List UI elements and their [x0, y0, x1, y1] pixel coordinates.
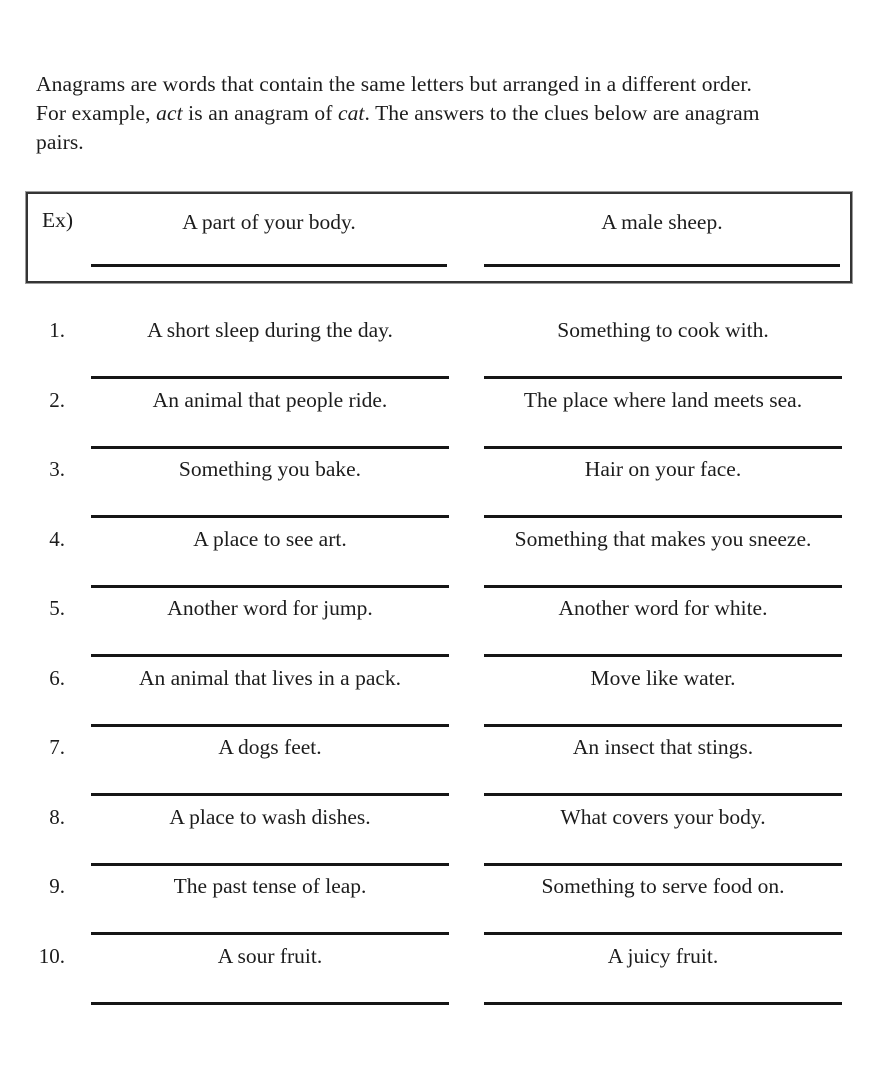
clue-right: An insect that stings.	[572, 735, 754, 759]
clue-left: A dogs feet.	[218, 735, 322, 759]
row-left-cell	[90, 732, 450, 802]
answer-line-right	[484, 793, 842, 796]
intro-paragraph	[36, 70, 851, 157]
clue-left: A place to see art.	[193, 526, 347, 551]
answer-line-right	[484, 1002, 842, 1005]
clue-row	[0, 732, 880, 802]
row-left-cell	[90, 593, 450, 663]
clue-list	[0, 315, 880, 1010]
clue-right: A juicy fruit.	[607, 943, 719, 968]
clue-left: A short sleep during the day.	[147, 318, 393, 342]
clue-right: Move like water.	[590, 665, 736, 690]
answer-line-right	[484, 264, 840, 267]
clue-right: Something to cook with.	[557, 318, 769, 342]
clue-right: Something that makes you sneeze.	[514, 526, 812, 551]
clue-row	[0, 385, 880, 455]
example-clue-right: A male sheep.	[601, 210, 723, 234]
row-right-cell	[483, 524, 843, 594]
example-right-cell	[483, 194, 841, 281]
row-number: 10.	[38, 943, 65, 968]
intro-text-segment: act	[156, 101, 183, 125]
answer-line-left	[91, 264, 447, 267]
intro-text-segment: Anagrams are words that contain the same letters but arranged in a different order.	[36, 72, 752, 96]
row-number: 2.	[49, 387, 65, 412]
clue-left: Something you bake.	[178, 457, 362, 481]
row-left-cell	[90, 802, 450, 872]
row-right-cell	[483, 663, 843, 733]
row-right-cell	[483, 385, 843, 455]
row-number: 3.	[49, 457, 65, 481]
row-right-cell	[483, 871, 843, 941]
answer-line-left	[91, 932, 449, 935]
example-left-cell	[90, 194, 448, 281]
clue-row	[0, 593, 880, 663]
clue-right: Hair on your face.	[584, 457, 742, 481]
clue-right: The place where land meets sea.	[523, 387, 803, 412]
answer-line-right	[484, 515, 842, 518]
intro-text-segment: For example,	[36, 101, 157, 125]
clue-right: Something to serve food on.	[541, 874, 785, 898]
clue-row	[0, 871, 880, 941]
row-left-cell	[90, 524, 450, 594]
intro-line	[36, 128, 851, 157]
answer-line-right	[484, 654, 842, 657]
clue-left: An animal that lives in a pack.	[138, 665, 402, 690]
clue-row	[0, 315, 880, 385]
answer-line-right	[484, 932, 842, 935]
answer-line-left	[91, 724, 449, 727]
answer-line-left	[91, 515, 449, 518]
row-right-cell	[483, 802, 843, 872]
row-right-cell	[483, 941, 843, 1011]
example-clue-left: A part of your body.	[182, 210, 356, 234]
intro-text-segment: is an anagram of	[182, 101, 338, 125]
example-label: Ex)	[42, 208, 74, 232]
row-number: 6.	[49, 665, 65, 690]
clue-left: A place to wash dishes.	[169, 804, 371, 829]
example-box	[26, 192, 852, 283]
clue-row	[0, 663, 880, 733]
clue-right: Another word for white.	[558, 596, 768, 620]
answer-line-right	[484, 376, 842, 379]
intro-line	[36, 70, 851, 99]
answer-line-left	[91, 1002, 449, 1005]
intro-text-segment: . The answers to the clues below are anagram	[364, 101, 760, 125]
row-left-cell	[90, 315, 450, 385]
answer-line-left	[91, 863, 449, 866]
row-number: 4.	[49, 526, 65, 551]
row-left-cell	[90, 385, 450, 455]
intro-text-segment: cat	[337, 101, 365, 125]
intro-text-segment: pairs.	[36, 130, 84, 154]
row-left-cell	[90, 454, 450, 524]
row-number: 9.	[49, 874, 65, 898]
row-left-cell	[90, 941, 450, 1011]
answer-line-left	[91, 446, 449, 449]
answer-line-left	[91, 376, 449, 379]
answer-line-left	[91, 654, 449, 657]
row-number: 8.	[49, 804, 65, 829]
clue-right: What covers your body.	[560, 804, 766, 829]
clue-left: The past tense of leap.	[173, 874, 367, 898]
answer-line-left	[91, 585, 449, 588]
clue-left: Another word for jump.	[167, 596, 373, 620]
row-number: 1.	[49, 318, 65, 342]
answer-line-right	[484, 585, 842, 588]
clue-left: An animal that people ride.	[152, 387, 388, 412]
answer-line-right	[484, 446, 842, 449]
row-right-cell	[483, 593, 843, 663]
clue-row	[0, 802, 880, 872]
row-number: 7.	[49, 735, 65, 759]
answer-line-right	[484, 863, 842, 866]
clue-row	[0, 941, 880, 1011]
row-left-cell	[90, 871, 450, 941]
clue-row	[0, 454, 880, 524]
answer-line-left	[91, 793, 449, 796]
clue-row	[0, 524, 880, 594]
intro-line	[36, 99, 851, 128]
row-right-cell	[483, 454, 843, 524]
clue-left: A sour fruit.	[217, 943, 323, 968]
row-right-cell	[483, 732, 843, 802]
row-left-cell	[90, 663, 450, 733]
row-number: 5.	[49, 596, 65, 620]
answer-line-right	[484, 724, 842, 727]
row-right-cell	[483, 315, 843, 385]
